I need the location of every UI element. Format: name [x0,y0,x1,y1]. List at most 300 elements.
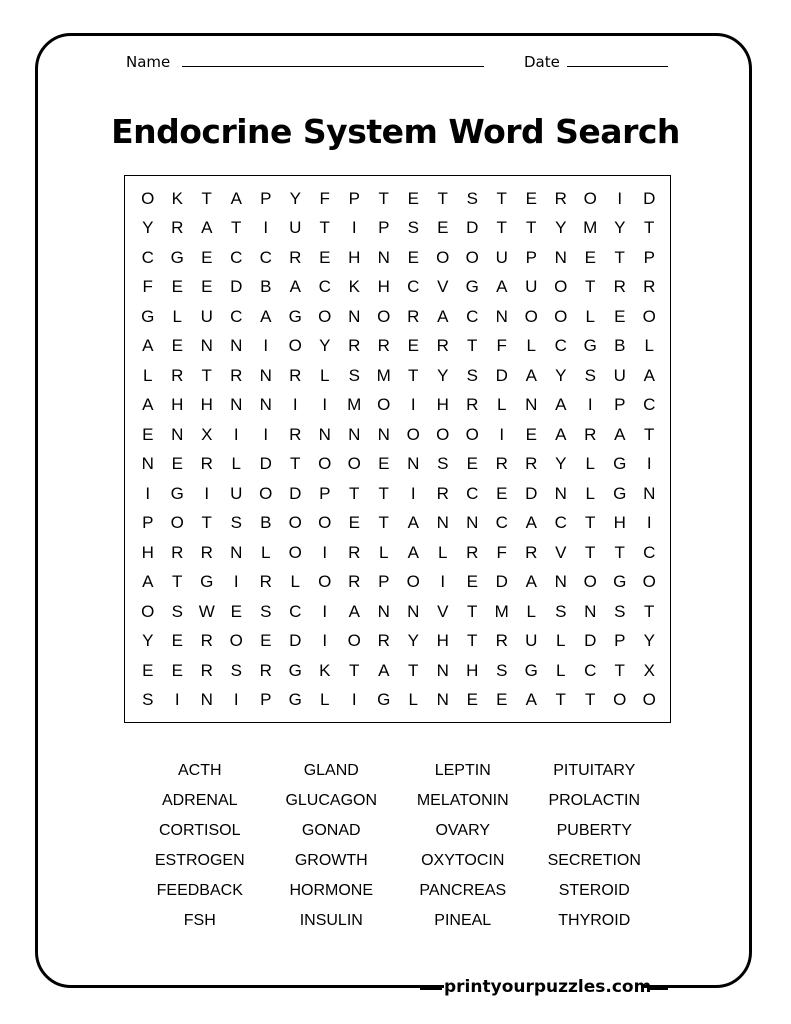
grid-letter[interactable]: N [377,601,390,621]
grid-letter[interactable]: G [377,690,391,710]
grid-letter[interactable]: L [438,542,448,562]
grid-letter[interactable]: P [614,395,626,415]
grid-letter[interactable]: A [643,365,655,385]
grid-letter[interactable]: T [614,660,625,680]
grid-letter[interactable]: G [170,247,184,267]
grid-letter[interactable]: C [466,306,479,326]
grid-letter[interactable]: R [289,247,302,267]
grid-letter[interactable]: N [643,483,656,503]
grid-letter[interactable]: R [377,631,390,651]
grid-letter[interactable]: T [201,365,212,385]
grid-letter[interactable]: N [230,395,243,415]
grid-letter[interactable]: V [555,542,567,562]
grid-letter[interactable]: T [585,542,596,562]
grid-letter[interactable]: D [495,365,508,385]
grid-letter[interactable]: T [319,218,330,238]
grid-letter[interactable]: D [466,218,479,238]
grid-letter[interactable]: S [230,513,242,533]
grid-letter[interactable]: T [614,542,625,562]
grid-letter[interactable]: O [259,483,273,503]
grid-letter[interactable]: E [584,247,596,267]
grid-letter[interactable]: S [348,365,360,385]
grid-letter[interactable]: L [379,542,389,562]
grid-letter[interactable]: E [201,247,213,267]
grid-letter[interactable]: S [230,660,242,680]
grid-letter[interactable]: R [200,660,213,680]
grid-letter[interactable]: T [378,188,389,208]
grid-letter[interactable]: C [259,247,272,267]
grid-letter[interactable]: R [200,631,213,651]
grid-letter[interactable]: P [142,513,154,533]
grid-letter[interactable]: C [318,277,331,297]
grid-letter[interactable]: B [260,277,272,297]
grid-letter[interactable]: N [554,483,567,503]
grid-letter[interactable]: S [584,365,596,385]
grid-letter[interactable]: A [260,306,272,326]
grid-letter[interactable]: L [408,690,418,710]
grid-letter[interactable]: N [554,247,567,267]
grid-letter[interactable]: E [525,188,537,208]
grid-letter[interactable]: K [171,188,183,208]
grid-letter[interactable]: T [408,660,419,680]
grid-letter[interactable]: N [171,424,184,444]
grid-letter[interactable]: X [201,424,213,444]
grid-letter[interactable]: M [494,601,509,621]
grid-letter[interactable]: U [200,306,213,326]
grid-letter[interactable]: R [259,572,272,592]
grid-letter[interactable]: D [289,483,302,503]
grid-letter[interactable]: E [171,660,183,680]
grid-letter[interactable]: C [230,247,243,267]
grid-letter[interactable]: E [466,690,478,710]
grid-letter[interactable]: L [556,660,566,680]
grid-letter[interactable]: I [617,188,623,208]
grid-letter[interactable]: C [289,601,302,621]
grid-letter[interactable]: P [378,218,390,238]
grid-letter[interactable]: N [407,454,420,474]
grid-letter[interactable]: T [644,424,655,444]
grid-letter[interactable]: I [263,424,269,444]
grid-letter[interactable]: O [465,424,479,444]
grid-letter[interactable]: P [378,572,390,592]
grid-letter[interactable]: S [496,660,508,680]
grid-letter[interactable]: I [263,218,269,238]
grid-letter[interactable]: T [644,601,655,621]
grid-letter[interactable]: A [525,572,537,592]
grid-letter[interactable]: U [525,631,538,651]
grid-letter[interactable]: N [495,306,508,326]
grid-letter[interactable]: P [525,247,537,267]
grid-letter[interactable]: E [171,631,183,651]
grid-letter[interactable]: I [410,395,416,415]
grid-letter[interactable]: E [407,336,419,356]
grid-letter[interactable]: O [406,572,420,592]
grid-letter[interactable]: H [436,631,449,651]
grid-letter[interactable]: R [436,483,449,503]
grid-letter[interactable]: N [318,424,331,444]
grid-letter[interactable]: I [587,395,593,415]
grid-letter[interactable]: E [171,454,183,474]
grid-letter[interactable]: B [260,513,272,533]
grid-letter[interactable]: L [526,601,536,621]
grid-letter[interactable]: L [556,631,566,651]
grid-letter[interactable]: A [555,424,567,444]
grid-letter[interactable]: R [289,424,302,444]
grid-letter[interactable]: L [143,365,153,385]
grid-letter[interactable]: N [436,660,449,680]
grid-letter[interactable]: Y [555,454,567,474]
grid-letter[interactable]: I [410,483,416,503]
grid-letter[interactable]: R [466,542,479,562]
grid-letter[interactable]: L [644,336,654,356]
grid-letter[interactable]: R [407,306,420,326]
grid-letter[interactable]: O [554,277,568,297]
grid-letter[interactable]: F [496,542,507,562]
grid-letter[interactable]: Y [142,631,154,651]
grid-letter[interactable]: A [407,542,419,562]
grid-letter[interactable]: T [496,218,507,238]
grid-letter[interactable]: N [141,454,154,474]
grid-letter[interactable]: R [348,336,361,356]
grid-letter[interactable]: M [583,218,598,238]
grid-letter[interactable]: L [585,483,595,503]
grid-letter[interactable]: A [142,572,154,592]
grid-letter[interactable]: C [141,247,154,267]
grid-letter[interactable]: S [407,218,419,238]
grid-letter[interactable]: I [145,483,151,503]
grid-letter[interactable]: L [585,306,595,326]
grid-letter[interactable]: C [554,513,567,533]
grid-letter[interactable]: L [290,572,300,592]
grid-letter[interactable]: I [174,690,180,710]
grid-letter[interactable]: N [230,542,243,562]
grid-letter[interactable]: A [496,277,508,297]
grid-letter[interactable]: S [171,601,183,621]
grid-letter[interactable]: H [200,395,213,415]
grid-letter[interactable]: S [614,601,626,621]
grid-letter[interactable]: V [437,277,449,297]
grid-letter[interactable]: Y [643,631,655,651]
grid-letter[interactable]: L [231,454,241,474]
grid-letter[interactable]: A [437,306,449,326]
grid-letter[interactable]: O [288,513,302,533]
grid-letter[interactable]: E [378,454,390,474]
grid-letter[interactable]: T [172,572,183,592]
grid-letter[interactable]: I [646,513,652,533]
grid-letter[interactable]: H [613,513,626,533]
grid-letter[interactable]: I [499,424,505,444]
grid-letter[interactable]: T [644,218,655,238]
grid-letter[interactable]: A [201,218,213,238]
grid-letter[interactable]: R [171,365,184,385]
grid-letter[interactable]: I [292,395,298,415]
grid-letter[interactable]: A [614,424,626,444]
grid-letter[interactable]: E [496,690,508,710]
grid-letter[interactable]: I [233,424,239,444]
grid-letter[interactable]: R [525,542,538,562]
grid-letter[interactable]: O [347,454,361,474]
grid-letter[interactable]: Y [555,218,567,238]
grid-letter[interactable]: H [466,660,479,680]
grid-letter[interactable]: G [583,336,597,356]
grid-letter[interactable]: P [260,188,272,208]
grid-letter[interactable]: I [322,601,328,621]
grid-letter[interactable]: T [349,660,360,680]
grid-letter[interactable]: C [495,513,508,533]
grid-letter[interactable]: F [142,277,153,297]
grid-letter[interactable]: T [585,277,596,297]
grid-letter[interactable]: T [555,690,566,710]
grid-letter[interactable]: I [233,690,239,710]
grid-letter[interactable]: C [584,660,597,680]
grid-letter[interactable]: U [525,277,538,297]
grid-letter[interactable]: T [378,483,389,503]
grid-letter[interactable]: F [319,188,330,208]
grid-letter[interactable]: L [497,395,507,415]
grid-letter[interactable]: T [467,631,478,651]
grid-letter[interactable]: L [172,306,182,326]
grid-letter[interactable]: A [378,660,390,680]
grid-letter[interactable]: N [436,513,449,533]
grid-letter[interactable]: D [584,631,597,651]
grid-letter[interactable]: C [643,542,656,562]
grid-letter[interactable]: O [583,572,597,592]
grid-letter[interactable]: E [348,513,360,533]
grid-letter[interactable]: N [584,601,597,621]
grid-letter[interactable]: E [466,572,478,592]
grid-letter[interactable]: A [525,513,537,533]
grid-letter[interactable]: O [642,690,656,710]
grid-letter[interactable]: T [408,365,419,385]
grid-letter[interactable]: R [171,542,184,562]
grid-letter[interactable]: I [322,395,328,415]
grid-letter[interactable]: O [524,306,538,326]
grid-letter[interactable]: D [259,454,272,474]
grid-letter[interactable]: T [290,454,301,474]
grid-letter[interactable]: N [466,513,479,533]
grid-letter[interactable]: T [585,513,596,533]
grid-letter[interactable]: G [613,572,627,592]
grid-letter[interactable]: E [525,424,537,444]
grid-letter[interactable]: T [201,513,212,533]
grid-letter[interactable]: R [643,277,656,297]
grid-letter[interactable]: A [407,513,419,533]
grid-letter[interactable]: O [436,247,450,267]
grid-letter[interactable]: A [555,395,567,415]
grid-letter[interactable]: E [201,277,213,297]
grid-letter[interactable]: L [526,336,536,356]
grid-letter[interactable]: E [614,306,626,326]
grid-letter[interactable]: A [525,690,537,710]
grid-letter[interactable]: A [142,336,154,356]
grid-letter[interactable]: R [348,542,361,562]
grid-letter[interactable]: N [200,690,213,710]
grid-letter[interactable]: R [495,631,508,651]
grid-letter[interactable]: E [142,424,154,444]
grid-letter[interactable]: O [377,395,391,415]
grid-letter[interactable]: W [198,601,215,621]
grid-letter[interactable]: S [466,188,478,208]
grid-letter[interactable]: P [260,690,272,710]
grid-letter[interactable]: N [436,690,449,710]
grid-letter[interactable]: G [613,454,627,474]
grid-letter[interactable]: R [436,336,449,356]
grid-letter[interactable]: O [288,336,302,356]
grid-letter[interactable]: H [348,247,361,267]
grid-letter[interactable]: R [259,660,272,680]
grid-letter[interactable]: O [613,690,627,710]
grid-letter[interactable]: G [170,483,184,503]
grid-letter[interactable]: E [230,601,242,621]
grid-letter[interactable]: S [142,690,154,710]
grid-letter[interactable]: T [467,601,478,621]
grid-letter[interactable]: D [495,572,508,592]
grid-letter[interactable]: H [171,395,184,415]
grid-letter[interactable]: U [289,218,302,238]
grid-letter[interactable]: O [377,306,391,326]
grid-letter[interactable]: T [437,188,448,208]
grid-letter[interactable]: M [376,365,391,385]
grid-letter[interactable]: Y [437,365,449,385]
grid-letter[interactable]: R [377,336,390,356]
grid-letter[interactable]: R [584,424,597,444]
grid-letter[interactable]: G [288,690,302,710]
grid-letter[interactable]: I [233,572,239,592]
grid-letter[interactable]: G [141,306,155,326]
grid-letter[interactable]: A [289,277,301,297]
grid-letter[interactable]: N [200,336,213,356]
grid-letter[interactable]: O [229,631,243,651]
grid-letter[interactable]: U [495,247,508,267]
grid-letter[interactable]: D [525,483,538,503]
grid-letter[interactable]: R [554,188,567,208]
grid-letter[interactable]: E [260,631,272,651]
grid-letter[interactable]: O [583,188,597,208]
grid-letter[interactable]: S [555,601,567,621]
grid-letter[interactable]: O [288,542,302,562]
grid-letter[interactable]: H [377,277,390,297]
grid-letter[interactable]: G [288,306,302,326]
grid-letter[interactable]: O [554,306,568,326]
grid-letter[interactable]: Y [407,631,419,651]
grid-letter[interactable]: A [230,188,242,208]
grid-letter[interactable]: O [465,247,479,267]
name-field[interactable] [182,66,484,67]
grid-letter[interactable]: I [204,483,210,503]
grid-letter[interactable]: O [347,631,361,651]
grid-letter[interactable]: E [466,454,478,474]
grid-letter[interactable]: E [319,247,331,267]
grid-letter[interactable]: H [141,542,154,562]
grid-letter[interactable]: N [377,424,390,444]
grid-letter[interactable]: T [496,188,507,208]
grid-letter[interactable]: C [643,395,656,415]
grid-letter[interactable]: O [318,306,332,326]
grid-letter[interactable]: E [171,336,183,356]
grid-letter[interactable]: L [261,542,271,562]
grid-letter[interactable]: H [436,395,449,415]
grid-letter[interactable]: G [524,660,538,680]
grid-letter[interactable]: G [200,572,214,592]
grid-letter[interactable]: O [436,424,450,444]
grid-letter[interactable]: N [259,395,272,415]
grid-letter[interactable]: U [230,483,243,503]
grid-letter[interactable]: E [407,247,419,267]
grid-letter[interactable]: N [377,247,390,267]
grid-letter[interactable]: T [526,218,537,238]
grid-letter[interactable]: B [614,336,626,356]
grid-letter[interactable]: N [259,365,272,385]
grid-letter[interactable]: D [643,188,656,208]
grid-letter[interactable]: T [467,336,478,356]
grid-letter[interactable]: N [230,336,243,356]
date-field[interactable] [567,66,668,67]
grid-letter[interactable]: E [437,218,449,238]
grid-letter[interactable]: E [142,660,154,680]
grid-letter[interactable]: I [351,218,357,238]
grid-letter[interactable]: Y [289,188,301,208]
grid-letter[interactable]: U [613,365,626,385]
grid-letter[interactable]: C [466,483,479,503]
grid-letter[interactable]: I [440,572,446,592]
grid-letter[interactable]: I [263,336,269,356]
grid-letter[interactable]: O [642,572,656,592]
grid-letter[interactable]: R [200,542,213,562]
grid-letter[interactable]: A [348,601,360,621]
grid-letter[interactable]: R [495,454,508,474]
grid-letter[interactable]: K [348,277,360,297]
grid-letter[interactable]: D [289,631,302,651]
grid-letter[interactable]: A [142,395,154,415]
grid-letter[interactable]: R [171,218,184,238]
grid-letter[interactable]: M [347,395,362,415]
grid-letter[interactable]: Y [555,365,567,385]
grid-letter[interactable]: L [585,454,595,474]
grid-letter[interactable]: O [318,454,332,474]
grid-letter[interactable]: P [348,188,360,208]
grid-letter[interactable]: T [231,218,242,238]
grid-letter[interactable]: V [437,601,449,621]
grid-letter[interactable]: L [320,365,330,385]
grid-letter[interactable]: Y [319,336,331,356]
grid-letter[interactable]: C [554,336,567,356]
grid-letter[interactable]: R [200,454,213,474]
grid-letter[interactable]: L [320,690,330,710]
grid-letter[interactable]: Y [142,218,154,238]
grid-letter[interactable]: E [496,483,508,503]
grid-letter[interactable]: S [437,454,449,474]
grid-letter[interactable]: G [288,660,302,680]
grid-letter[interactable]: E [407,188,419,208]
grid-letter[interactable]: T [614,247,625,267]
grid-letter[interactable]: C [407,277,420,297]
grid-letter[interactable]: I [646,454,652,474]
grid-letter[interactable]: G [465,277,479,297]
grid-letter[interactable]: P [319,483,331,503]
grid-letter[interactable]: R [289,365,302,385]
grid-letter[interactable]: P [614,631,626,651]
grid-letter[interactable]: E [171,277,183,297]
grid-letter[interactable]: X [643,660,655,680]
grid-letter[interactable]: D [230,277,243,297]
grid-letter[interactable]: G [613,483,627,503]
grid-letter[interactable]: N [407,601,420,621]
grid-letter[interactable]: N [348,424,361,444]
grid-letter[interactable]: C [230,306,243,326]
grid-letter[interactable]: N [554,572,567,592]
grid-letter[interactable]: S [466,365,478,385]
grid-letter[interactable]: O [318,572,332,592]
